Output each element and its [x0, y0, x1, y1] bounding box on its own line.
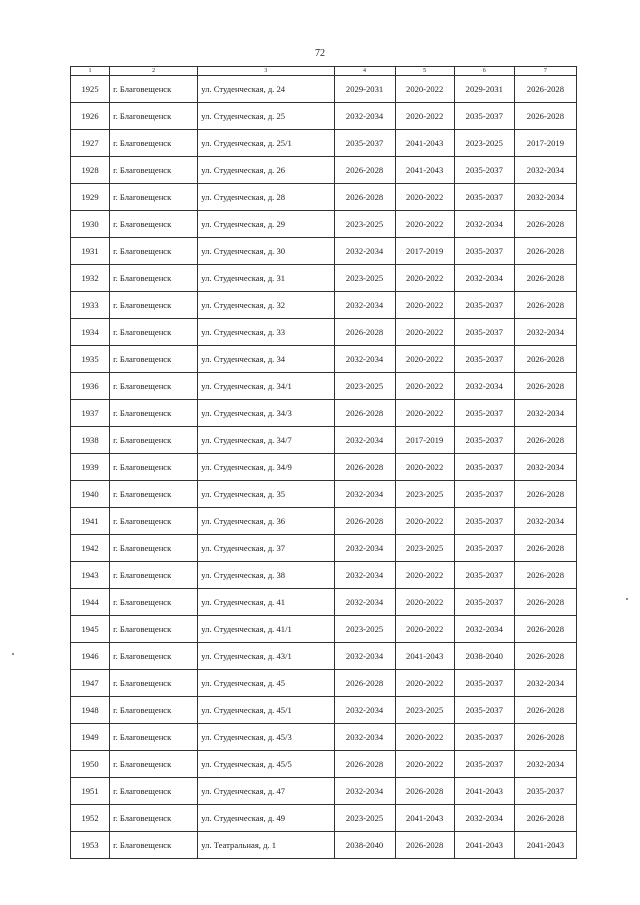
row-number: 1939 — [71, 454, 110, 481]
column-number-row — [71, 67, 577, 76]
row-number: 1930 — [71, 211, 110, 238]
row-number: 1949 — [71, 724, 110, 751]
address-cell: ул. Студенческая, д. 28 — [198, 184, 334, 211]
table-row — [71, 265, 577, 292]
table-row — [71, 508, 577, 535]
period-col5-cell: 2041-2043 — [395, 157, 454, 184]
table-row — [71, 589, 577, 616]
period-col5-cell: 2020-2022 — [395, 373, 454, 400]
city-cell: г. Благовещенск — [110, 589, 198, 616]
row-number: 1936 — [71, 373, 110, 400]
period-col6-cell: 2035-2037 — [454, 751, 514, 778]
period-col7-cell: 2041-2043 — [514, 832, 576, 859]
period-col4-cell: 2038-2040 — [334, 832, 395, 859]
period-col6-cell: 2041-2043 — [454, 832, 514, 859]
period-col6-cell: 2035-2037 — [454, 508, 514, 535]
period-col5-cell: 2023-2025 — [395, 481, 454, 508]
period-col7-cell: 2032-2034 — [514, 184, 576, 211]
city-cell: г. Благовещенск — [110, 211, 198, 238]
row-number: 1943 — [71, 562, 110, 589]
address-cell: ул. Студенческая, д. 25/1 — [198, 130, 334, 157]
period-col7-cell: 2026-2028 — [514, 535, 576, 562]
city-cell: г. Благовещенск — [110, 319, 198, 346]
city-cell: г. Благовещенск — [110, 805, 198, 832]
table-row — [71, 616, 577, 643]
period-col7-cell: 2026-2028 — [514, 373, 576, 400]
table-row — [71, 697, 577, 724]
city-cell: г. Благовещенск — [110, 616, 198, 643]
period-col4-cell: 2032-2034 — [334, 778, 395, 805]
period-col6-cell: 2035-2037 — [454, 535, 514, 562]
city-cell: г. Благовещенск — [110, 724, 198, 751]
address-cell: ул. Студенческая, д. 34/9 — [198, 454, 334, 481]
period-col7-cell: 2032-2034 — [514, 454, 576, 481]
period-col7-cell: 2026-2028 — [514, 697, 576, 724]
address-cell: ул. Студенческая, д. 38 — [198, 562, 334, 589]
period-col5-cell: 2041-2043 — [395, 643, 454, 670]
table-row — [71, 751, 577, 778]
row-number: 1926 — [71, 103, 110, 130]
period-col7-cell: 2026-2028 — [514, 481, 576, 508]
period-col6-cell: 2041-2043 — [454, 778, 514, 805]
city-cell: г. Благовещенск — [110, 670, 198, 697]
city-cell: г. Благовещенск — [110, 481, 198, 508]
period-col4-cell: 2023-2025 — [334, 616, 395, 643]
column-number-5: 5 — [395, 67, 454, 76]
address-cell: ул. Студенческая, д. 29 — [198, 211, 334, 238]
city-cell: г. Благовещенск — [110, 751, 198, 778]
period-col4-cell: 2032-2034 — [334, 292, 395, 319]
city-cell: г. Благовещенск — [110, 346, 198, 373]
address-cell: ул. Студенческая, д. 26 — [198, 157, 334, 184]
address-cell: ул. Студенческая, д. 45/5 — [198, 751, 334, 778]
row-number: 1942 — [71, 535, 110, 562]
period-col6-cell: 2029-2031 — [454, 76, 514, 103]
row-number: 1932 — [71, 265, 110, 292]
row-number: 1941 — [71, 508, 110, 535]
column-number-3: 3 — [198, 67, 334, 76]
city-cell: г. Благовещенск — [110, 832, 198, 859]
city-cell: г. Благовещенск — [110, 238, 198, 265]
period-col5-cell: 2020-2022 — [395, 292, 454, 319]
period-col7-cell: 2026-2028 — [514, 292, 576, 319]
period-col6-cell: 2035-2037 — [454, 427, 514, 454]
period-col7-cell: 2026-2028 — [514, 265, 576, 292]
scan-speck — [12, 653, 14, 655]
address-cell: ул. Студенческая, д. 32 — [198, 292, 334, 319]
period-col4-cell: 2026-2028 — [334, 454, 395, 481]
period-col5-cell: 2023-2025 — [395, 697, 454, 724]
table-row — [71, 76, 577, 103]
period-col6-cell: 2035-2037 — [454, 400, 514, 427]
period-col4-cell: 2032-2034 — [334, 589, 395, 616]
data-table — [70, 66, 577, 859]
period-col5-cell: 2020-2022 — [395, 670, 454, 697]
row-number: 1944 — [71, 589, 110, 616]
period-col4-cell: 2032-2034 — [334, 643, 395, 670]
period-col4-cell: 2026-2028 — [334, 184, 395, 211]
row-number: 1933 — [71, 292, 110, 319]
period-col4-cell: 2026-2028 — [334, 751, 395, 778]
table-row — [71, 778, 577, 805]
address-cell: ул. Студенческая, д. 33 — [198, 319, 334, 346]
row-number: 1935 — [71, 346, 110, 373]
row-number: 1952 — [71, 805, 110, 832]
address-cell: ул. Студенческая, д. 35 — [198, 481, 334, 508]
period-col5-cell: 2020-2022 — [395, 103, 454, 130]
address-cell: ул. Студенческая, д. 25 — [198, 103, 334, 130]
period-col7-cell: 2026-2028 — [514, 76, 576, 103]
city-cell: г. Благовещенск — [110, 562, 198, 589]
period-col5-cell: 2020-2022 — [395, 76, 454, 103]
period-col4-cell: 2026-2028 — [334, 670, 395, 697]
period-col5-cell: 2020-2022 — [395, 562, 454, 589]
address-cell: ул. Студенческая, д. 45/1 — [198, 697, 334, 724]
period-col7-cell: 2026-2028 — [514, 346, 576, 373]
period-col5-cell: 2023-2025 — [395, 535, 454, 562]
period-col6-cell: 2035-2037 — [454, 238, 514, 265]
table-row — [71, 427, 577, 454]
period-col7-cell: 2026-2028 — [514, 211, 576, 238]
period-col5-cell: 2017-2019 — [395, 238, 454, 265]
period-col6-cell: 2038-2040 — [454, 643, 514, 670]
city-cell: г. Благовещенск — [110, 697, 198, 724]
table-row — [71, 346, 577, 373]
period-col4-cell: 2026-2028 — [334, 319, 395, 346]
table-row — [71, 643, 577, 670]
period-col6-cell: 2035-2037 — [454, 589, 514, 616]
period-col5-cell: 2020-2022 — [395, 400, 454, 427]
table-row — [71, 238, 577, 265]
address-cell: ул. Студенческая, д. 45/3 — [198, 724, 334, 751]
period-col6-cell: 2035-2037 — [454, 481, 514, 508]
city-cell: г. Благовещенск — [110, 373, 198, 400]
table-body — [71, 76, 577, 859]
period-col7-cell: 2026-2028 — [514, 562, 576, 589]
period-col7-cell: 2032-2034 — [514, 751, 576, 778]
city-cell: г. Благовещенск — [110, 130, 198, 157]
period-col4-cell: 2026-2028 — [334, 508, 395, 535]
column-number-1: 1 — [71, 67, 110, 76]
row-number: 1927 — [71, 130, 110, 157]
table-row — [71, 832, 577, 859]
city-cell: г. Благовещенск — [110, 292, 198, 319]
period-col7-cell: 2032-2034 — [514, 670, 576, 697]
period-col7-cell: 2032-2034 — [514, 400, 576, 427]
period-col7-cell: 2032-2034 — [514, 508, 576, 535]
period-col5-cell: 2026-2028 — [395, 832, 454, 859]
period-col6-cell: 2032-2034 — [454, 805, 514, 832]
period-col5-cell: 2020-2022 — [395, 184, 454, 211]
period-col5-cell: 2020-2022 — [395, 265, 454, 292]
row-number: 1925 — [71, 76, 110, 103]
period-col6-cell: 2032-2034 — [454, 265, 514, 292]
period-col6-cell: 2035-2037 — [454, 157, 514, 184]
row-number: 1940 — [71, 481, 110, 508]
address-cell: ул. Студенческая, д. 47 — [198, 778, 334, 805]
table-row — [71, 805, 577, 832]
period-col4-cell: 2032-2034 — [334, 427, 395, 454]
period-col7-cell: 2035-2037 — [514, 778, 576, 805]
city-cell: г. Благовещенск — [110, 778, 198, 805]
period-col4-cell: 2032-2034 — [334, 238, 395, 265]
column-number-2: 2 — [110, 67, 198, 76]
address-cell: ул. Студенческая, д. 34 — [198, 346, 334, 373]
period-col6-cell: 2035-2037 — [454, 103, 514, 130]
row-number: 1948 — [71, 697, 110, 724]
page-number: 72 — [315, 48, 325, 59]
period-col4-cell: 2032-2034 — [334, 103, 395, 130]
city-cell: г. Благовещенск — [110, 427, 198, 454]
table-row — [71, 670, 577, 697]
period-col5-cell: 2020-2022 — [395, 454, 454, 481]
column-number-4: 4 — [334, 67, 395, 76]
period-col6-cell: 2035-2037 — [454, 319, 514, 346]
period-col5-cell: 2020-2022 — [395, 751, 454, 778]
period-col7-cell: 2032-2034 — [514, 319, 576, 346]
period-col7-cell: 2026-2028 — [514, 238, 576, 265]
period-col4-cell: 2032-2034 — [334, 562, 395, 589]
address-cell: ул. Студенческая, д. 24 — [198, 76, 334, 103]
period-col6-cell: 2032-2034 — [454, 373, 514, 400]
period-col6-cell: 2032-2034 — [454, 211, 514, 238]
city-cell: г. Благовещенск — [110, 535, 198, 562]
table-row — [71, 400, 577, 427]
period-col5-cell: 2020-2022 — [395, 724, 454, 751]
table-row — [71, 724, 577, 751]
period-col7-cell: 2032-2034 — [514, 157, 576, 184]
period-col6-cell: 2023-2025 — [454, 130, 514, 157]
column-number-7: 7 — [514, 67, 576, 76]
table-row — [71, 562, 577, 589]
period-col5-cell: 2041-2043 — [395, 130, 454, 157]
period-col6-cell: 2035-2037 — [454, 454, 514, 481]
row-number: 1928 — [71, 157, 110, 184]
city-cell: г. Благовещенск — [110, 157, 198, 184]
row-number: 1947 — [71, 670, 110, 697]
period-col4-cell: 2023-2025 — [334, 211, 395, 238]
address-cell: ул. Студенческая, д. 41 — [198, 589, 334, 616]
address-cell: ул. Студенческая, д. 34/1 — [198, 373, 334, 400]
period-col7-cell: 2026-2028 — [514, 616, 576, 643]
table-row — [71, 103, 577, 130]
table-row — [71, 535, 577, 562]
row-number: 1953 — [71, 832, 110, 859]
scan-speck — [626, 598, 628, 600]
table-row — [71, 319, 577, 346]
address-cell: ул. Студенческая, д. 34/7 — [198, 427, 334, 454]
period-col6-cell: 2035-2037 — [454, 724, 514, 751]
table-row — [71, 157, 577, 184]
period-col4-cell: 2023-2025 — [334, 373, 395, 400]
city-cell: г. Благовещенск — [110, 265, 198, 292]
address-cell: ул. Театральная, д. 1 — [198, 832, 334, 859]
period-col7-cell: 2026-2028 — [514, 643, 576, 670]
row-number: 1934 — [71, 319, 110, 346]
table-row — [71, 211, 577, 238]
address-cell: ул. Студенческая, д. 37 — [198, 535, 334, 562]
address-cell: ул. Студенческая, д. 30 — [198, 238, 334, 265]
period-col6-cell: 2035-2037 — [454, 670, 514, 697]
city-cell: г. Благовещенск — [110, 103, 198, 130]
period-col5-cell: 2020-2022 — [395, 319, 454, 346]
address-cell: ул. Студенческая, д. 41/1 — [198, 616, 334, 643]
period-col4-cell: 2032-2034 — [334, 346, 395, 373]
city-cell: г. Благовещенск — [110, 643, 198, 670]
period-col5-cell: 2020-2022 — [395, 211, 454, 238]
address-cell: ул. Студенческая, д. 43/1 — [198, 643, 334, 670]
period-col7-cell: 2026-2028 — [514, 427, 576, 454]
period-col6-cell: 2035-2037 — [454, 697, 514, 724]
column-number-6: 6 — [454, 67, 514, 76]
address-cell: ул. Студенческая, д. 45 — [198, 670, 334, 697]
period-col6-cell: 2035-2037 — [454, 346, 514, 373]
period-col4-cell: 2026-2028 — [334, 157, 395, 184]
address-cell: ул. Студенческая, д. 31 — [198, 265, 334, 292]
table-row — [71, 373, 577, 400]
row-number: 1937 — [71, 400, 110, 427]
row-number: 1946 — [71, 643, 110, 670]
period-col7-cell: 2026-2028 — [514, 805, 576, 832]
period-col6-cell: 2032-2034 — [454, 616, 514, 643]
period-col4-cell: 2032-2034 — [334, 724, 395, 751]
period-col5-cell: 2020-2022 — [395, 589, 454, 616]
period-col5-cell: 2020-2022 — [395, 346, 454, 373]
address-cell: ул. Студенческая, д. 34/3 — [198, 400, 334, 427]
row-number: 1931 — [71, 238, 110, 265]
period-col5-cell: 2020-2022 — [395, 616, 454, 643]
period-col4-cell: 2023-2025 — [334, 265, 395, 292]
city-cell: г. Благовещенск — [110, 454, 198, 481]
period-col4-cell: 2026-2028 — [334, 400, 395, 427]
period-col5-cell: 2017-2019 — [395, 427, 454, 454]
period-col4-cell: 2029-2031 — [334, 76, 395, 103]
city-cell: г. Благовещенск — [110, 400, 198, 427]
city-cell: г. Благовещенск — [110, 184, 198, 211]
row-number: 1945 — [71, 616, 110, 643]
table-row — [71, 481, 577, 508]
period-col4-cell: 2032-2034 — [334, 535, 395, 562]
row-number: 1938 — [71, 427, 110, 454]
period-col6-cell: 2035-2037 — [454, 292, 514, 319]
row-number: 1950 — [71, 751, 110, 778]
period-col7-cell: 2017-2019 — [514, 130, 576, 157]
period-col4-cell: 2035-2037 — [334, 130, 395, 157]
period-col4-cell: 2032-2034 — [334, 481, 395, 508]
period-col6-cell: 2035-2037 — [454, 562, 514, 589]
city-cell: г. Благовещенск — [110, 508, 198, 535]
period-col5-cell: 2026-2028 — [395, 778, 454, 805]
period-col7-cell: 2026-2028 — [514, 103, 576, 130]
address-cell: ул. Студенческая, д. 49 — [198, 805, 334, 832]
address-cell: ул. Студенческая, д. 36 — [198, 508, 334, 535]
period-col7-cell: 2026-2028 — [514, 724, 576, 751]
table-row — [71, 454, 577, 481]
period-col4-cell: 2023-2025 — [334, 805, 395, 832]
period-col6-cell: 2035-2037 — [454, 184, 514, 211]
table-row — [71, 130, 577, 157]
period-col4-cell: 2032-2034 — [334, 697, 395, 724]
table-row — [71, 292, 577, 319]
city-cell: г. Благовещенск — [110, 76, 198, 103]
period-col5-cell: 2020-2022 — [395, 508, 454, 535]
period-col5-cell: 2041-2043 — [395, 805, 454, 832]
period-col7-cell: 2026-2028 — [514, 589, 576, 616]
row-number: 1951 — [71, 778, 110, 805]
row-number: 1929 — [71, 184, 110, 211]
table-row — [71, 184, 577, 211]
